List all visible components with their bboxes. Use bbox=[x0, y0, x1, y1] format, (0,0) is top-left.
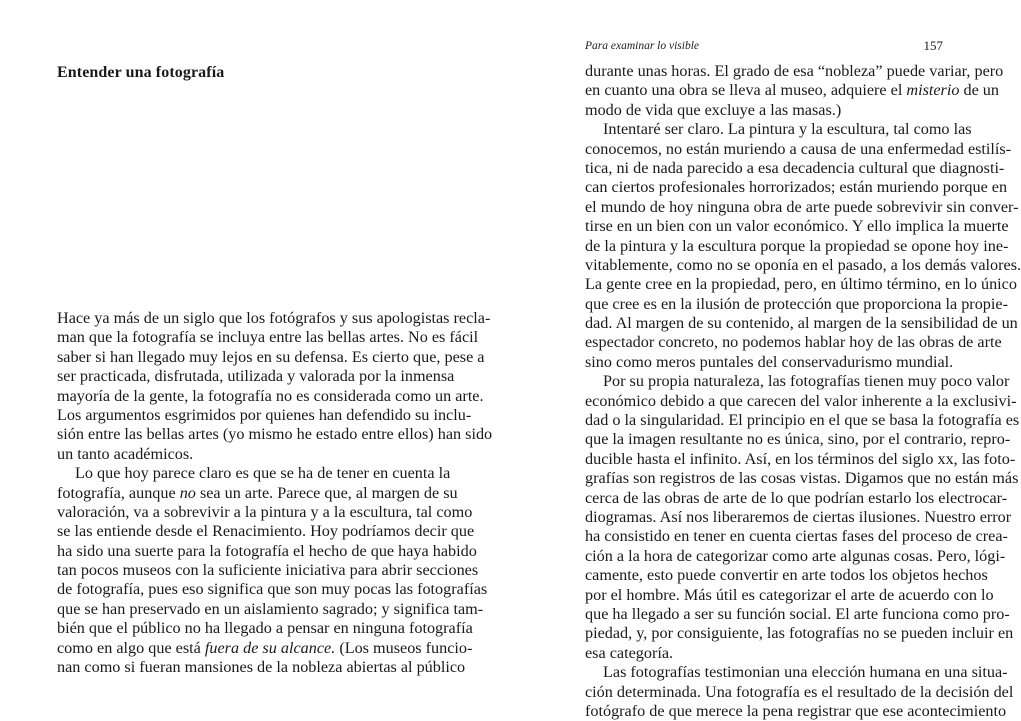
text-line: mayoría de la gente, la fotografía no es considerada como un arte. bbox=[57, 386, 484, 405]
text-line: dad o la singularidad. El principio en el que se basa la fotografía es bbox=[585, 411, 1020, 430]
text-line: fotografía, aunque no sea un arte. Parece que, al margen de su bbox=[57, 483, 458, 502]
text-line: que ha llegado a ser su función social. El arte funciona como pro- bbox=[585, 604, 1010, 623]
text-line: que cree es en la ilusión de protección que proporciona la propie- bbox=[585, 294, 1008, 313]
text-line: Lo que hoy parece claro es que se ha de tener en cuenta la bbox=[75, 464, 451, 483]
text-line: ción determinada. Una fotografía es el resultado de la decisión del bbox=[585, 682, 1014, 701]
text-line: fotógrafo de que merece la pena registrar que ese acontecimiento bbox=[585, 701, 1007, 720]
left-page bbox=[0, 0, 500, 700]
text-line: cerca de las obras de arte de lo que podrían estarlo los electrocar- bbox=[585, 488, 1008, 507]
text-line: man que la fotografía se incluya entre las bellas artes. No es fácil bbox=[57, 328, 479, 347]
text-line: durante unas horas. El grado de esa “nobleza” puede variar, pero bbox=[585, 62, 1004, 80]
text-line: de fotografía, pues eso significa que son muy pocas las fotografías bbox=[57, 580, 488, 599]
text-line: como en algo que está fuera de su alcance. (Los museos funcio- bbox=[57, 638, 473, 657]
emphasis: misterio bbox=[906, 81, 960, 100]
text-line: piedad, y, por consiguiente, las fotografías no se pueden incluir en bbox=[585, 624, 1014, 643]
emphasis: no bbox=[179, 483, 196, 502]
text-line: saber si han llegado muy lejos en su defensa. Es cierto que, pese a bbox=[57, 347, 485, 366]
text-line: se las entiende desde el Renacimiento. Hoy podríamos decir que bbox=[57, 522, 475, 541]
text-line: vitablemente, como no se oponía en el pasado, a los demás valores. bbox=[585, 255, 1021, 274]
text-line: un tanto académicos. bbox=[57, 444, 194, 463]
running-head: Para examinar lo visible bbox=[585, 40, 700, 52]
right-body-text bbox=[585, 62, 1021, 721]
text-line: dad. Al margen de su contenido, al margen de la sensibilidad de un bbox=[585, 314, 1018, 333]
text-line: económico debido a que carecen del valor inherente a la exclusivi- bbox=[585, 391, 1017, 410]
right-page bbox=[500, 0, 1021, 720]
text-line: espectador concreto, no podemos hablar hoy de las obras de arte bbox=[585, 333, 1002, 352]
emphasis: fuera de su alcance. bbox=[204, 638, 336, 657]
text-line: sino como meros puntales del conservadurismo mundial. bbox=[585, 352, 954, 371]
text-line: nan como si fueran mansiones de la nobleza abiertas al público bbox=[57, 658, 466, 677]
paragraph bbox=[585, 120, 1021, 372]
text-line: esa categoría. bbox=[585, 643, 674, 662]
text-line: ha consistido en tener en cuenta ciertas fases del proceso de crea- bbox=[585, 527, 1008, 546]
text-line: por el hombre. Más útil es categorizar el arte de acuerdo con lo bbox=[585, 585, 994, 604]
page-number: 157 bbox=[923, 38, 943, 53]
text-line: ser practicada, disfrutada, utilizada y valorada por la inmensa bbox=[57, 367, 455, 386]
text-line: can ciertos profesionales horrorizados; están muriendo porque en bbox=[585, 178, 1008, 197]
text-line: bién que el público no ha llegado a pensar en ninguna fotografía bbox=[57, 619, 473, 638]
text-line: valoración, va a sobrevivir a la pintura y a la escultura, tal como bbox=[57, 502, 473, 521]
text-line: Por su propia naturaleza, las fotografías tienen muy poco valor bbox=[603, 372, 1010, 391]
text-line: Los argumentos esgrimidos por quienes han defendido su inclu- bbox=[57, 405, 472, 424]
text-line: ha sido una suerte para la fotografía el hecho de que haya habido bbox=[57, 541, 477, 560]
text-line: tan pocos museos con la suficiente iniciativa para abrir secciones bbox=[57, 561, 479, 580]
text-line: modo de vida que excluye a las masas.) bbox=[585, 100, 842, 119]
text-line: ción a la hora de categorizar como arte algunas cosas. Pero, lógi- bbox=[585, 546, 1006, 565]
left-body-text bbox=[57, 309, 493, 677]
text-line: ducible hasta el infinito. Así, en los términos del siglo xx, las foto- bbox=[585, 449, 1016, 468]
text-line: La gente cree en la propiedad, pero, en último término, en lo único bbox=[585, 275, 1017, 294]
text-line: diogramas. Así nos liberaremos de ciertas ilusiones. Nuestro error bbox=[585, 507, 1012, 526]
paragraph bbox=[585, 663, 1014, 721]
text-line: Intentaré ser claro. La pintura y la escultura, tal como las bbox=[603, 120, 972, 139]
chapter-title: Entender una fotografía bbox=[57, 64, 225, 81]
text-line: de la pintura y la escultura porque la propiedad se opone hoy ine- bbox=[585, 236, 1009, 255]
text-line: grafías son registros de las cosas vistas. Digamos que no están más bbox=[585, 469, 1019, 488]
text-line: que se han preservado en un aislamiento sagrado; y significa tam- bbox=[57, 599, 484, 618]
text-line: Hace ya más de un siglo que los fotógrafos y sus apologistas recla- bbox=[57, 309, 491, 327]
paragraph bbox=[57, 464, 488, 677]
text-line: sión entre las bellas artes (yo mismo he estado entre ellos) han sido bbox=[57, 425, 493, 444]
text-line: el mundo de hoy ninguna obra de arte puede sobrevivir sin conver- bbox=[585, 197, 1019, 216]
text-line: tirse en un bien con un valor económico. Y ello implica la muerte bbox=[585, 217, 1009, 236]
text-line: en cuanto una obra se lleva al museo, adquiere el misterio de un bbox=[585, 81, 999, 100]
text-line: que la imagen resultante no es única, sino, por el contrario, repro- bbox=[585, 430, 1011, 449]
text-line: tica, ni de nada parecido a esa decadencia cultural que diagnosti- bbox=[585, 158, 1005, 177]
paragraph bbox=[57, 309, 493, 464]
text-line: camente, esto puede convertir en arte todos los objetos hechos bbox=[585, 566, 988, 585]
text-line: Las fotografías testimonian una elección humana en una situa- bbox=[603, 663, 1008, 682]
paragraph bbox=[585, 62, 1004, 120]
paragraph bbox=[585, 372, 1020, 663]
text-line: conocemos, no están muriendo a causa de una enfermedad estilís- bbox=[585, 139, 1012, 158]
